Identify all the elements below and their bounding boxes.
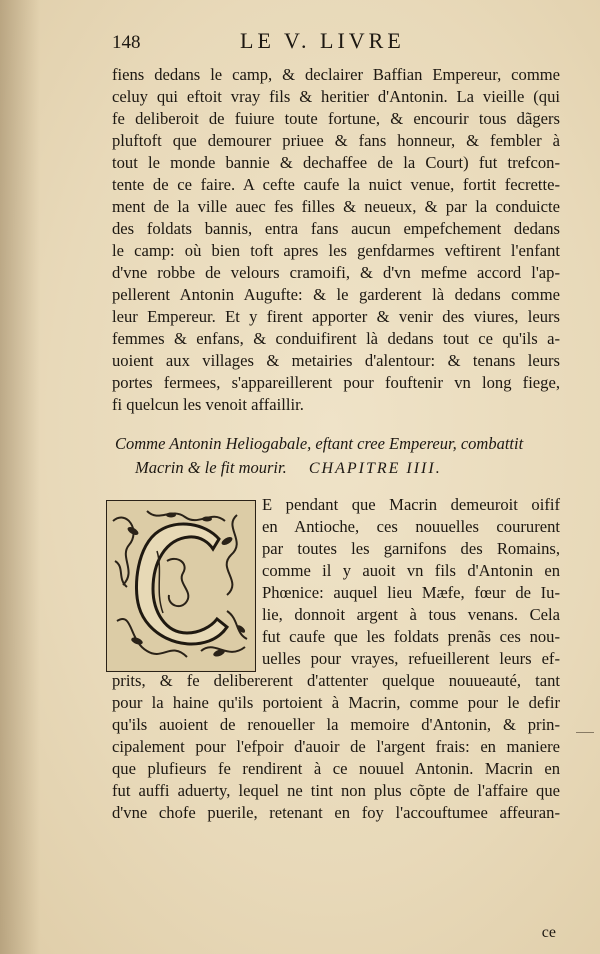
running-title: LE V. LIVRE — [240, 28, 405, 53]
chapter-heading-line: Comme Antonin Heliogabale, eftant cree Empereur, combattit — [115, 434, 524, 453]
text-line: tout le monde bannie & dechaffee de la Court) fut trefcon- — [112, 153, 560, 172]
text-line: fut auffi aduerty, lequel ne tint non plus cõpte de l'affaire que — [112, 781, 560, 800]
text-line: prits, & fe delibererent d'attenter quelque nouueauté, tant — [112, 671, 560, 690]
text-line: fe deliberoit de fuiure toute fortune, & encourir tous dãgers — [112, 109, 560, 128]
page-number: 148 — [112, 32, 141, 53]
text-line: comme il y auoit vn fils d'Antonin en — [262, 561, 560, 580]
text-line: lie, donnoit argent à tous venans. Cela — [262, 605, 560, 624]
chapter-heading-line: Macrin & le fit mourir. — [135, 458, 287, 477]
text-line: fi quelcun les venoit affaillir. — [112, 395, 304, 414]
text-line: ment de la ville auec fes filles & neueux, & par la conduicte — [112, 197, 560, 216]
text-line: portes fermees, s'appareillerent pour fouftenir vn long fiege, — [112, 373, 560, 392]
text-line: fut caufe que les foldats prenãs ces nou- — [262, 627, 560, 646]
text-line: fiens dedans le camp, & declairer Baffian Empereur, comme — [112, 65, 560, 84]
chapter-heading — [115, 432, 565, 480]
text-line: Phœnice: auquel lieu Mæfe, fœur de Iu- — [262, 583, 560, 602]
text-line: que plufieurs fe rendirent à ce nouuel Antonin. Macrin en — [112, 759, 560, 778]
text-line: uoient aux villages & metairies d'alentour: & tenans leurs — [112, 351, 560, 370]
text-line: par toutes les garnifons des Romains, — [262, 539, 560, 558]
text-line: en Antioche, ces nouuelles coururent — [262, 517, 560, 536]
catchword: ce — [541, 924, 556, 941]
margin-mark — [576, 732, 594, 733]
text-line: tente de ce faire. A cefte caufe la nuict venue, fortit fecrette- — [112, 175, 560, 194]
text-line: leur Empereur. Et y firent apporter & venir des viures, leurs — [112, 307, 560, 326]
text-line: pluftoft que demourer priuee & fans honneur, & fembler à — [112, 131, 560, 150]
text-line: d'vne robbe de velours cramoifi, & d'vn mefme accord l'ap- — [112, 263, 560, 282]
decorated-initial-c-icon — [106, 500, 256, 672]
text-line: cipalement pour l'efpoir d'auoir de l'argent frais: en maniere — [112, 737, 560, 756]
text-line: pellerent Antonin Augufte: & le garderent là dedans comme — [112, 285, 560, 304]
chapter-label: CHAPITRE IIII. — [308, 460, 442, 477]
text-line: le camp: où bien toft apres les genfdarmes veftirent l'enfant — [112, 241, 560, 260]
text-line: qu'ils auoient de renoueller la memoire d'Antonin, & prin- — [112, 715, 560, 734]
text-line: des foldats bannis, entra fans aucun empefchement dedans — [112, 219, 560, 238]
text-line: d'vne chofe puerile, retenant en foy l'accouftumee affeuran- — [112, 803, 560, 822]
gutter-shadow — [0, 0, 40, 954]
text-line: E pendant que Macrin demeuroit oifif — [262, 495, 560, 514]
text-line: uelles pour vrayes, refueillerent leurs ef- — [262, 649, 560, 668]
text-line: femmes & enfans, & conduifirent là dedans tout ce qu'ils a- — [112, 329, 560, 348]
running-head — [112, 26, 572, 56]
text-line: pour la haine qu'ils portoient à Macrin, comme pour le defir — [112, 693, 560, 712]
text-line: celuy qui eftoit vray fils & heritier d'Antonin. La vieille (qui — [112, 87, 560, 106]
